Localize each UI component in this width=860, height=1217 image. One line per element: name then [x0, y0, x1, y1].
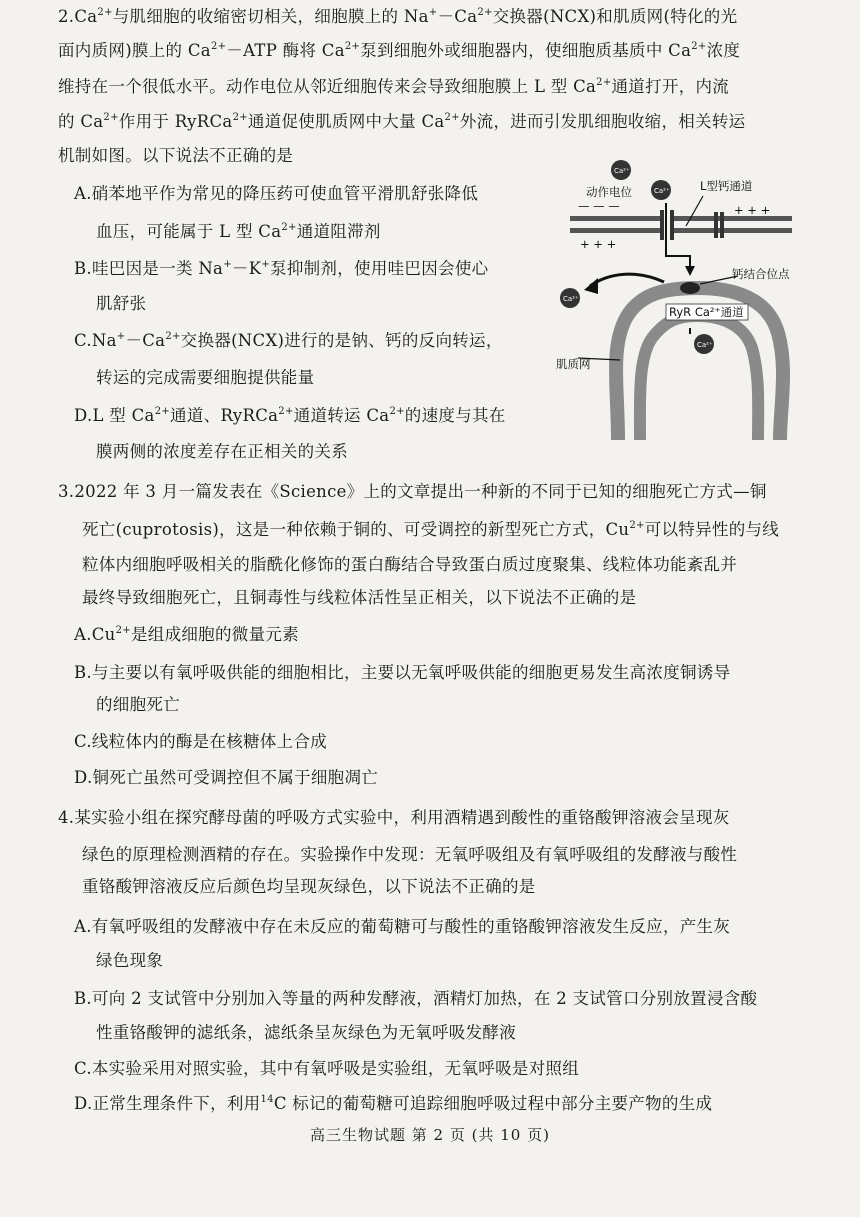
text-segment: A.Cu	[74, 625, 116, 644]
text-segment: 最终导致细胞死亡，且铜毒性与线粒体活性呈正相关，以下说法不正确的是	[82, 588, 637, 607]
text-segment: 通道打开，内流	[611, 77, 730, 96]
text-segment: 粒体内细胞呼吸相关的脂酰化修饰的蛋白酶结合导致蛋白质过度聚集、线粒体功能紊乱并	[82, 555, 738, 574]
superscript: 2+	[444, 112, 460, 123]
superscript: 2+	[210, 41, 227, 52]
superscript: 2+	[165, 331, 181, 342]
svg-text:Ca²⁺: Ca²⁺	[654, 187, 670, 195]
superscript: 2+	[103, 112, 119, 123]
q4-stem-line	[82, 844, 737, 866]
text-segment: B.与主要以有氧呼吸供能的细胞相比，主要以无氧呼吸供能的细胞更易发生高浓度铜诱导	[74, 663, 731, 682]
text-segment: 膜两侧的浓度差存在正相关的关系	[96, 442, 348, 461]
q4-option-b	[74, 988, 757, 1010]
q2-stem-line	[58, 111, 745, 133]
q2-option-a	[74, 183, 478, 205]
text-segment: D.正常生理条件下，利用	[74, 1094, 261, 1113]
text-segment: 转运的完成需要细胞提供能量	[96, 368, 315, 387]
superscript: 2+	[389, 406, 405, 417]
text-segment: 交换器(NCX)和肌质网(特化的光	[492, 7, 738, 26]
text-segment: C.线粒体内的酶是在核糖体上合成	[74, 732, 328, 751]
text-segment: 外流，进而引发肌细胞收缩，相关转运	[459, 112, 746, 131]
text-segment: B.可向 2 支试管中分别加入等量的两种发酵液，酒精灯加热，在 2 支试管口分别放置浸含酸	[74, 989, 758, 1008]
text-segment: －ATP 酶将 Ca	[226, 41, 345, 60]
superscript: 2+	[232, 112, 248, 123]
q2-stem-line	[58, 6, 737, 28]
binding-site-icon	[680, 282, 700, 294]
text-segment: C.Na	[74, 331, 117, 350]
q2-stem-line	[58, 40, 740, 62]
superscript: 14	[260, 1094, 274, 1105]
text-segment: 的 Ca	[58, 112, 104, 131]
superscript: 2+	[278, 406, 294, 417]
q3-option-b	[74, 662, 730, 684]
svg-text:Ca²⁺: Ca²⁺	[563, 295, 579, 303]
text-segment: 4.某实验小组在探究酵母菌的呼吸方式实验中，利用酒精遇到酸性的重铬酸钾溶液会呈现灰	[58, 808, 730, 827]
text-segment: 性重铬酸钾的滤纸条，滤纸条呈灰绿色为无氧呼吸发酵液	[96, 1023, 516, 1042]
text-segment: 死亡(cuprotosis)，这是一种依赖于铜的、可受调控的新型死亡方式，Cu	[82, 520, 630, 539]
q4-option-a	[74, 916, 730, 938]
superscript: 2+	[691, 41, 707, 52]
superscript: 2+	[629, 520, 645, 531]
q2-option-c	[74, 330, 503, 352]
text-segment: 是组成细胞的微量元素	[130, 625, 299, 644]
text-segment: 的速度与其在	[404, 406, 506, 425]
q2-option-b-cont	[96, 293, 146, 315]
q2-option-d	[74, 405, 506, 427]
svg-text:+ + +: + + +	[734, 203, 771, 217]
q4-stem-line	[82, 876, 536, 898]
q2-option-c-cont	[96, 367, 314, 389]
text-segment: C.本实验采用对照实验，其中有氧呼吸是实验组，无氧呼吸是对照组	[74, 1059, 580, 1078]
q4-option-a-cont	[96, 950, 163, 972]
text-segment: 泵抑制剂，使用哇巴因会使心	[270, 259, 489, 278]
text-segment: 绿色现象	[96, 951, 164, 970]
text-segment: 面内质网)膜上的 Ca	[58, 41, 211, 60]
text-segment: 泵到细胞外或细胞器内，使细胞质基质中 Ca	[360, 41, 692, 60]
q3-stem-line	[82, 587, 636, 609]
q3-stem-line	[82, 519, 779, 541]
superscript: +	[223, 259, 232, 270]
text-segment: －Ca	[437, 7, 478, 26]
page-footer: 高三生物试题 第 2 页 (共 10 页)	[310, 1126, 550, 1144]
text-segment: D.铜死亡虽然可受调控但不属于细胞凋亡	[74, 768, 379, 787]
text-segment: A.有氧呼吸组的发酵液中存在未反应的葡萄糖可与酸性的重铬酸钾溶液发生反应，产生灰	[74, 917, 731, 936]
sr-label: 肌质网	[556, 357, 591, 371]
q4-stem-line	[58, 807, 730, 829]
q2-option-a-cont	[96, 221, 381, 243]
text-segment: 3.2022 年 3 月一篇发表在《Science》上的文章提出一种新的不同于已知的细胞死亡方式—铜	[58, 482, 767, 501]
q3-stem-line	[58, 481, 767, 503]
text-segment: 与肌细胞的收缩密切相关，细胞膜上的 Na	[112, 7, 429, 26]
text-segment: －K	[231, 259, 262, 278]
svg-text:— — —: — — —	[578, 199, 620, 213]
superscript: +	[116, 331, 126, 342]
superscript: 2+	[115, 625, 131, 636]
superscript: +	[261, 259, 271, 270]
q2-option-d-cont	[96, 441, 348, 463]
text-segment: 绿色的原理检测酒精的存在。实验操作中发现：无氧呼吸组及有氧呼吸组的发酵液与酸性	[82, 845, 738, 864]
q4-option-c	[74, 1058, 579, 1080]
l-channel-label: L型钙通道	[700, 179, 753, 193]
text-segment: 通道阻滞剂	[296, 222, 381, 241]
text-segment: 作用于 RyRCa	[118, 112, 233, 131]
text-segment: 浓度	[706, 41, 741, 60]
q4-option-d	[74, 1093, 712, 1115]
text-segment: C 标记的葡萄糖可追踪细胞呼吸过程中部分主要产物的生成	[273, 1094, 713, 1113]
text-segment: 的细胞死亡	[96, 695, 180, 714]
text-segment: B.哇巴因是一类 Na	[74, 259, 224, 278]
q3-option-a	[74, 624, 299, 646]
text-segment: 通道、RyRCa	[170, 406, 279, 425]
q3-option-d	[74, 767, 378, 789]
superscript: 2+	[596, 77, 612, 88]
superscript: 2+	[154, 406, 171, 417]
text-segment: D.L 型 Ca	[74, 406, 155, 425]
text-segment: A.硝苯地平作为常见的降压药可使血管平滑肌舒张降低	[74, 184, 479, 203]
q3-option-b-cont	[96, 694, 180, 716]
q2-stem-line	[58, 145, 293, 167]
svg-text:Ca²⁺: Ca²⁺	[614, 167, 630, 175]
text-segment: 通道转运 Ca	[293, 406, 390, 425]
text-segment: 肌舒张	[96, 294, 147, 313]
text-segment: －Ca	[125, 331, 166, 350]
text-segment: 维持在一个很低水平。动作电位从邻近细胞传来会导致细胞膜上 L 型 Ca	[58, 77, 597, 96]
superscript: 2+	[97, 7, 113, 18]
text-segment: 血压，可能属于 L 型 Ca	[96, 222, 282, 241]
sr-membrane-inner	[640, 316, 758, 440]
superscript: 2+	[477, 7, 493, 18]
text-segment: 通道促使肌质网中大量 Ca	[247, 112, 445, 131]
q2-stem-line	[58, 76, 729, 98]
binding-site-label: 钙结合位点	[732, 267, 790, 281]
superscript: +	[428, 7, 438, 18]
action-potential-label: 动作电位	[586, 185, 632, 199]
q3-stem-line	[82, 554, 737, 576]
text-segment: 可以特异性的与线	[644, 520, 780, 539]
q4-option-b-cont	[96, 1022, 516, 1044]
text-segment: 2.Ca	[58, 7, 98, 26]
q3-option-c	[74, 731, 327, 753]
text-segment: 重铬酸钾溶液反应后颜色均呈现灰绿色，以下说法不正确的是	[82, 877, 536, 896]
superscript: 2+	[344, 41, 361, 52]
calcium-transport-diagram	[548, 148, 808, 440]
q2-option-b	[74, 258, 488, 280]
ryr-channel-label: RyR Ca²⁺通道	[669, 305, 744, 319]
svg-text:Ca²⁺: Ca²⁺	[697, 341, 713, 349]
text-segment: 交换器(NCX)进行的是钠、钙的反向转运，	[180, 331, 503, 350]
superscript: 2+	[281, 222, 297, 233]
text-segment: 机制如图。以下说法不正确的是	[58, 146, 294, 165]
svg-text:+ + +: + + +	[580, 237, 617, 251]
